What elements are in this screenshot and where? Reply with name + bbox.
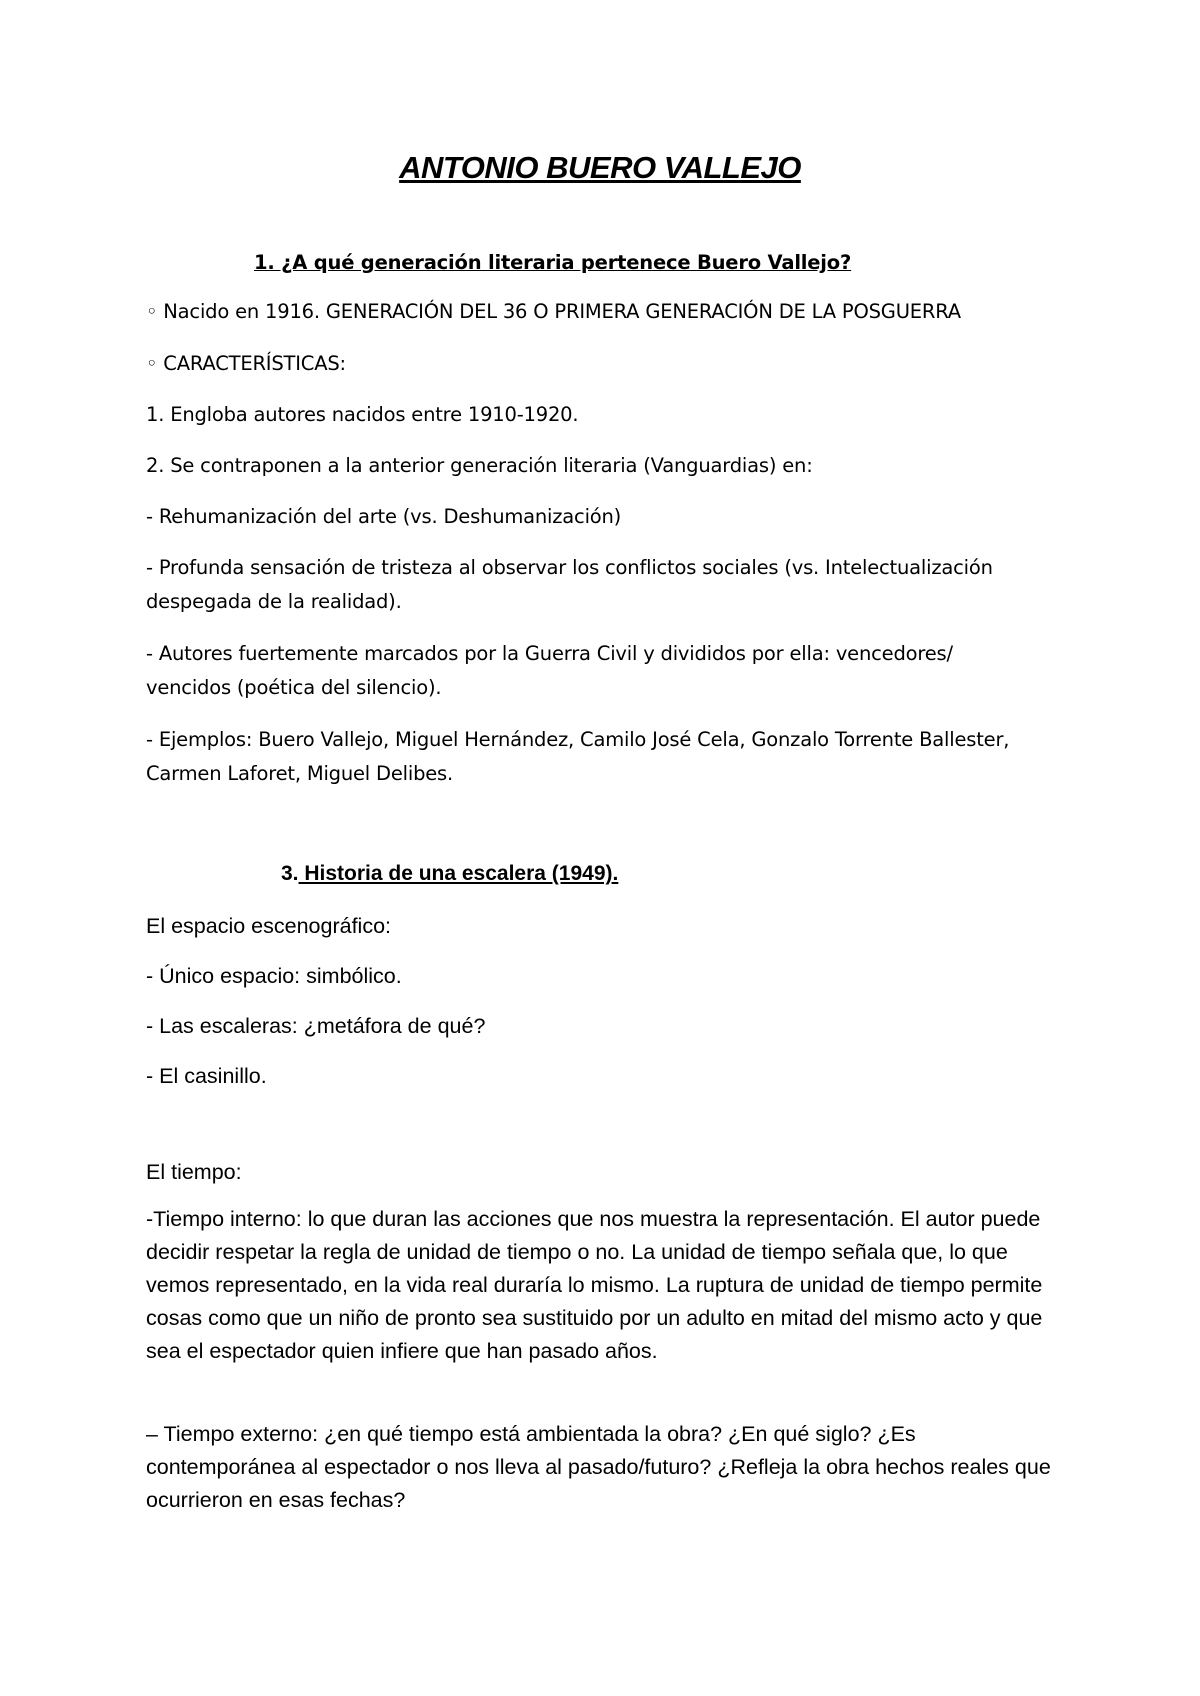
section3-heading-title: Historia de una escalera (1949). — [298, 862, 619, 885]
space-item-stairs: - Las escaleras: ¿metáfora de qué? — [146, 1014, 486, 1038]
dash-item-rehumanization: - Rehumanización del arte (vs. Deshumanización) — [146, 505, 622, 528]
section1-heading: 1. ¿A qué generación literaria pertenece Buero Vallejo? — [254, 251, 852, 274]
space-label: El espacio escenográfico: — [146, 914, 392, 938]
time-label: El tiempo: — [146, 1160, 242, 1184]
dash-item-sadness: - Profunda sensación de tristeza al observar los conflictos sociales (vs. Intelectualización despegada de la realidad). — [146, 556, 993, 613]
dash-item-examples: - Ejemplos: Buero Vallejo, Miguel Hernández, Camilo José Cela, Gonzalo Torrente Ballester, Carmen Laforet, Miguel Delibes. — [146, 728, 1010, 785]
list-item-2: 2. Se contraponen a la anterior generación literaria (Vanguardias) en: — [146, 454, 813, 477]
space-item-casinillo: - El casinillo. — [146, 1064, 267, 1088]
section3-heading-number: 3. — [281, 862, 299, 885]
dash-item-civil-war: - Autores fuertemente marcados por la Guerra Civil y divididos por ella: vencedores/ vencidos (poética del silencio). — [146, 642, 953, 699]
section3-heading — [281, 862, 618, 886]
bullet-born: ◦ Nacido en 1916. GENERACIÓN DEL 36 O PRIMERA GENERACIÓN DE LA POSGUERRA — [146, 300, 961, 323]
time-external-paragraph: – Tiempo externo: ¿en qué tiempo está ambientada la obra? ¿En qué siglo? ¿Es contemporánea al espectador o nos lleva al pasado/futuro? ¿Refleja la obra hechos reales que ocurrieron en esas fechas? — [146, 1422, 1051, 1512]
space-item-unique: - Único espacio: simbólico. — [146, 964, 402, 988]
bullet-features: ◦ CARACTERÍSTICAS: — [146, 352, 346, 375]
page-title: ANTONIO BUERO VALLEJO — [399, 150, 801, 185]
time-internal-paragraph: -Tiempo interno: lo que duran las acciones que nos muestra la representación. El autor puede decidir respetar la regla de unidad de tiempo o no. La unidad de tiempo señala que, lo que vemos representado, en la vida real duraría lo mismo. La ruptura de unidad de tiempo permite cosas como que un niño de pronto sea sustituido por un adulto en mitad del mismo acto y que sea el espectador quien infiere que han pasado años. — [146, 1207, 1043, 1363]
list-item-1: 1. Engloba autores nacidos entre 1910-1920. — [146, 403, 579, 426]
